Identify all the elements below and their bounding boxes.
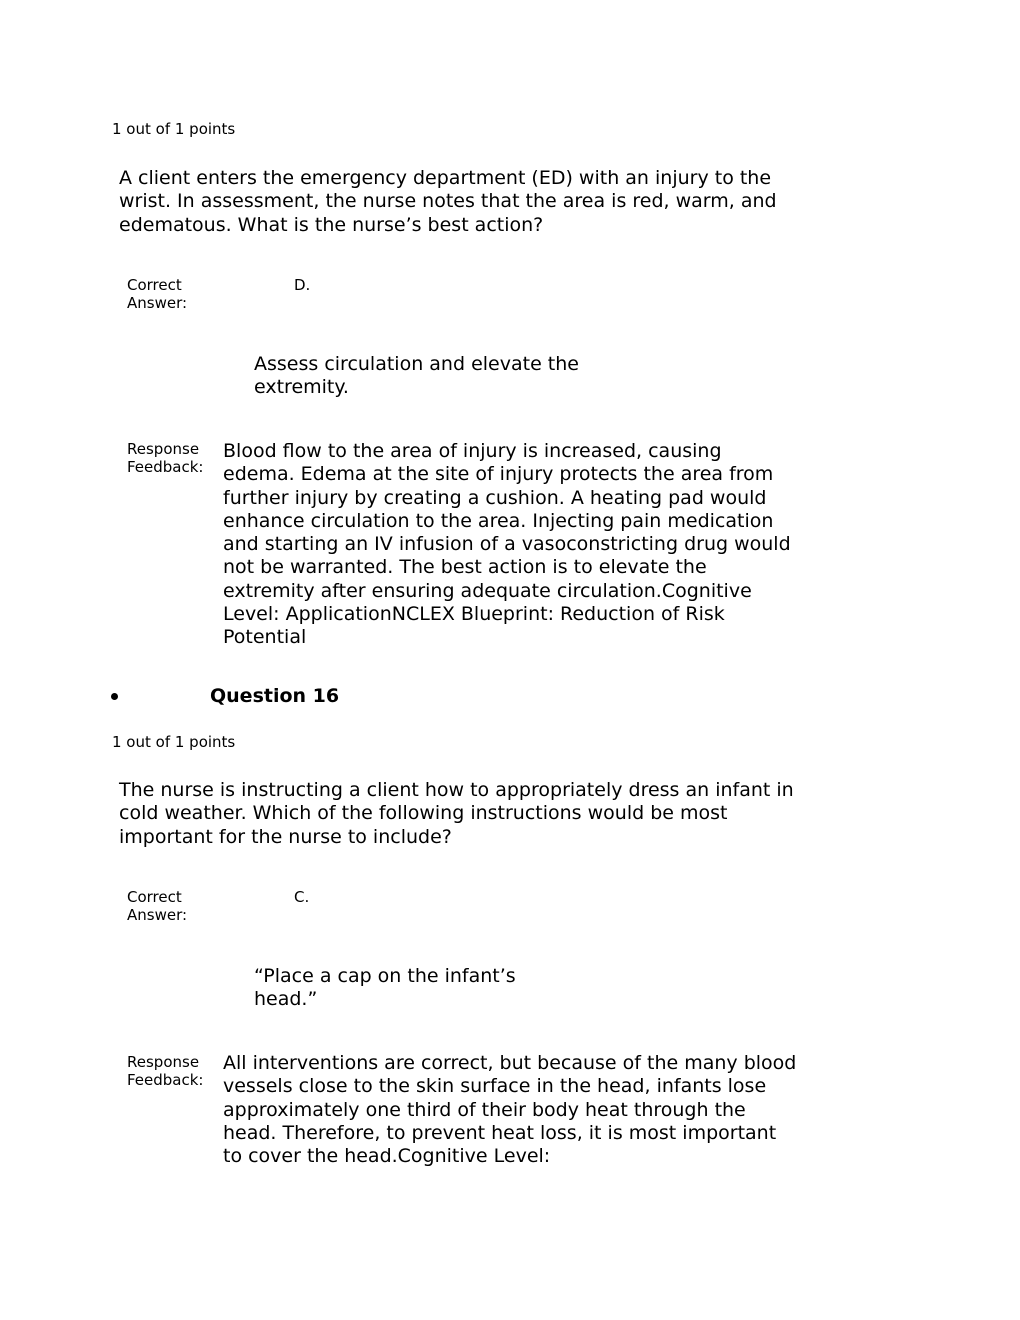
question-text: A client enters the emergency department (ED) with an injury to the wrist. In assessment, the nurse notes that the area is red, warm, and edematous. What is the nurse’s best action? <box>119 167 777 236</box>
response-feedback-text: Blood flow to the area of injury is increased, causing edema. Edema at the site of injury protects the area from further injury by creating a cushion. A heating pad would enhance circulation to the area. Injecting pain medication and starting an IV infusion of a vasoconstricting drug would not be warranted. The best action is to elevate the extremity after ensuring adequate circulation.Cognitive Level: ApplicationNCLEX Blueprint: Reduction of Risk Potential <box>223 440 791 649</box>
correct-answer-label-text: Correct Answer: <box>127 888 188 925</box>
points-score: 1 out of 1 points <box>112 120 236 138</box>
question-text: The nurse is instructing a client how to appropriately dress an infant in cold weather. Which of the following instructions would be most important for the nurse to include? <box>119 779 794 848</box>
correct-answer-letter: D. <box>294 276 311 294</box>
response-feedback-text: All interventions are correct, but because of the many blood vessels close to the skin surface in the head, infants lose approximately one third of their body heat through the head. Therefore, to prevent heat loss, it is most important to cover the head.Cognitive Level: <box>223 1052 797 1168</box>
correct-answer-text: Assess circulation and elevate the extremity. <box>254 353 579 399</box>
correct-answer-label-text: Correct Answer: <box>127 276 188 313</box>
response-feedback-label <box>127 440 207 477</box>
correct-answer-letter: C. <box>294 888 310 906</box>
question-heading: Question 16 <box>210 685 340 707</box>
correct-answer-label <box>127 276 209 313</box>
correct-answer-text: “Place a cap on the infant’s head.” <box>254 965 516 1011</box>
points-score: 1 out of 1 points <box>112 733 236 751</box>
bullet-icon <box>111 693 118 700</box>
response-feedback-label <box>127 1053 207 1090</box>
response-feedback-label-text: Response Feedback: <box>127 440 204 477</box>
correct-answer-label <box>127 888 209 925</box>
response-feedback-label-text: Response Feedback: <box>127 1053 204 1090</box>
